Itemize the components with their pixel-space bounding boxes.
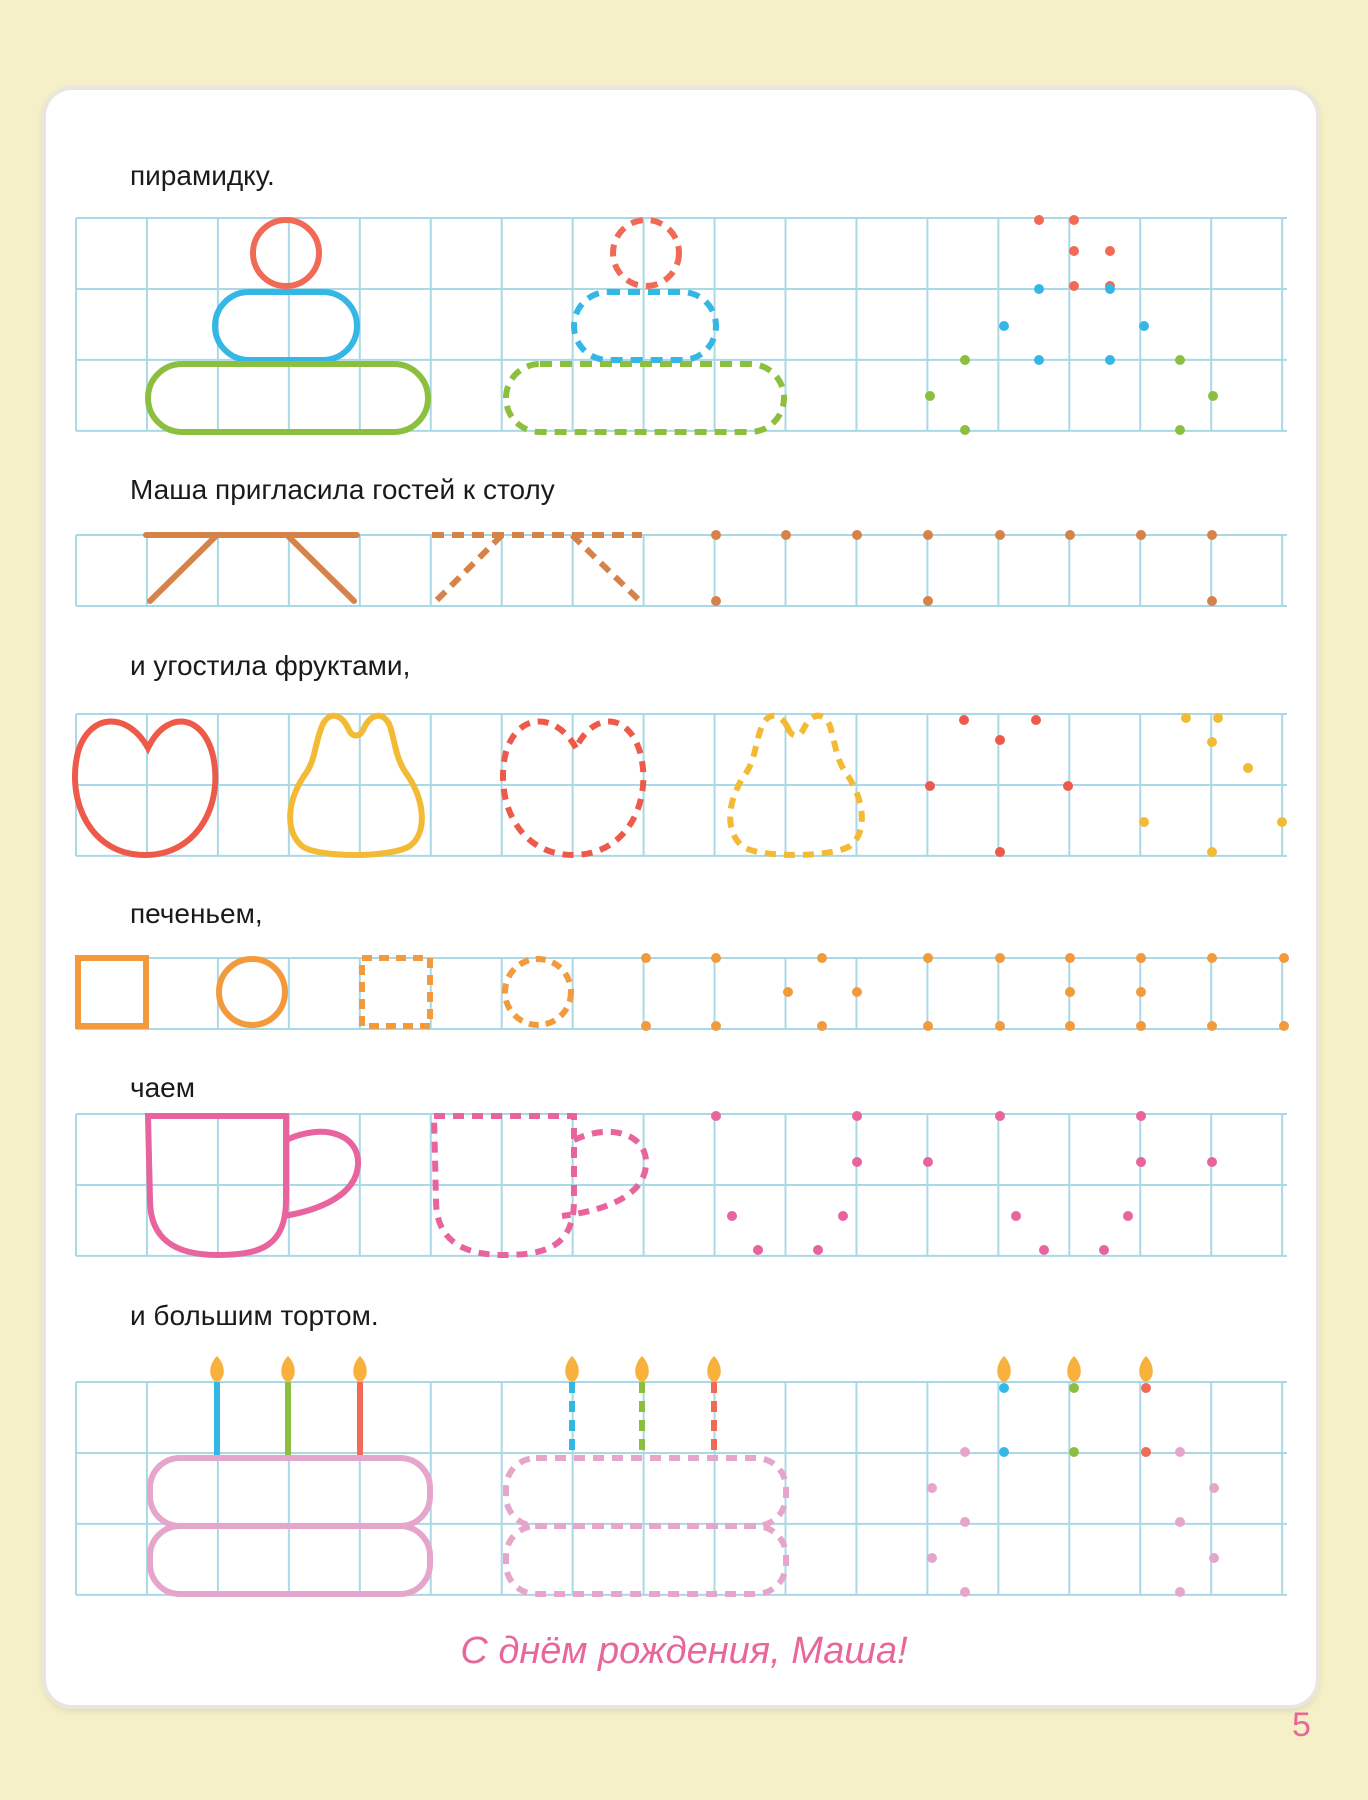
pyramid-ring-middle-dashed	[574, 292, 716, 360]
flame-icon	[281, 1356, 295, 1382]
flame-icon	[210, 1356, 224, 1382]
caption-tea: чаем	[130, 1072, 195, 1103]
cake-flames	[210, 1356, 1153, 1382]
flame-icon	[1139, 1356, 1153, 1382]
pyramid-dot-guide	[925, 215, 1218, 435]
apple-solid	[75, 721, 215, 855]
birthday-greeting: С днём рождения, Маша!	[460, 1630, 908, 1672]
table-solid-sample	[146, 535, 357, 601]
grid-tea	[76, 1114, 1287, 1256]
round-cookie-solid	[219, 959, 285, 1025]
cake-solid-sample	[150, 1382, 430, 1594]
cake-layer-bottom	[150, 1526, 430, 1594]
caption-table: Маша пригласила гостей к столу	[130, 474, 555, 505]
caption-pyramid: пирамидку.	[130, 160, 275, 191]
round-cookie-dashed	[505, 959, 571, 1025]
pyramid-dashed-trace	[506, 220, 784, 432]
cake-dashed-trace	[506, 1382, 786, 1594]
grid-cake	[76, 1382, 1287, 1595]
caption-fruits: и угостила фруктами,	[130, 650, 411, 681]
cake-exercise	[150, 1382, 786, 1594]
caption-cookies: печеньем,	[130, 898, 263, 929]
grid-fruits	[76, 714, 1287, 856]
pyramid-ring-top-dashed	[613, 220, 679, 286]
square-cookie-dashed	[362, 958, 430, 1026]
pyramid-ring-top	[253, 220, 319, 286]
cake-dot-guide	[927, 1383, 1219, 1597]
flame-icon	[565, 1356, 579, 1382]
grid-table	[76, 535, 1287, 606]
pyramid-ring-bottom-dashed	[506, 364, 784, 432]
table-dashed-trace	[432, 535, 642, 601]
flame-icon	[1067, 1356, 1081, 1382]
pyramid-ring-middle	[215, 292, 357, 360]
pyramid-exercise	[148, 220, 784, 432]
flame-icon	[997, 1356, 1011, 1382]
flame-icon	[353, 1356, 367, 1382]
cookies-exercise	[78, 958, 571, 1026]
cup-handle-solid	[284, 1132, 358, 1216]
cookies-dot-guide	[641, 953, 1289, 1031]
grid-cookies	[76, 958, 1287, 1029]
flame-icon	[635, 1356, 649, 1382]
square-cookie-solid	[78, 958, 146, 1026]
table-exercise	[146, 535, 642, 601]
caption-cake: и большим тортом.	[130, 1300, 379, 1331]
cake-layer-top	[150, 1458, 430, 1526]
page-number: 5	[1292, 1706, 1311, 1744]
flame-icon	[707, 1356, 721, 1382]
